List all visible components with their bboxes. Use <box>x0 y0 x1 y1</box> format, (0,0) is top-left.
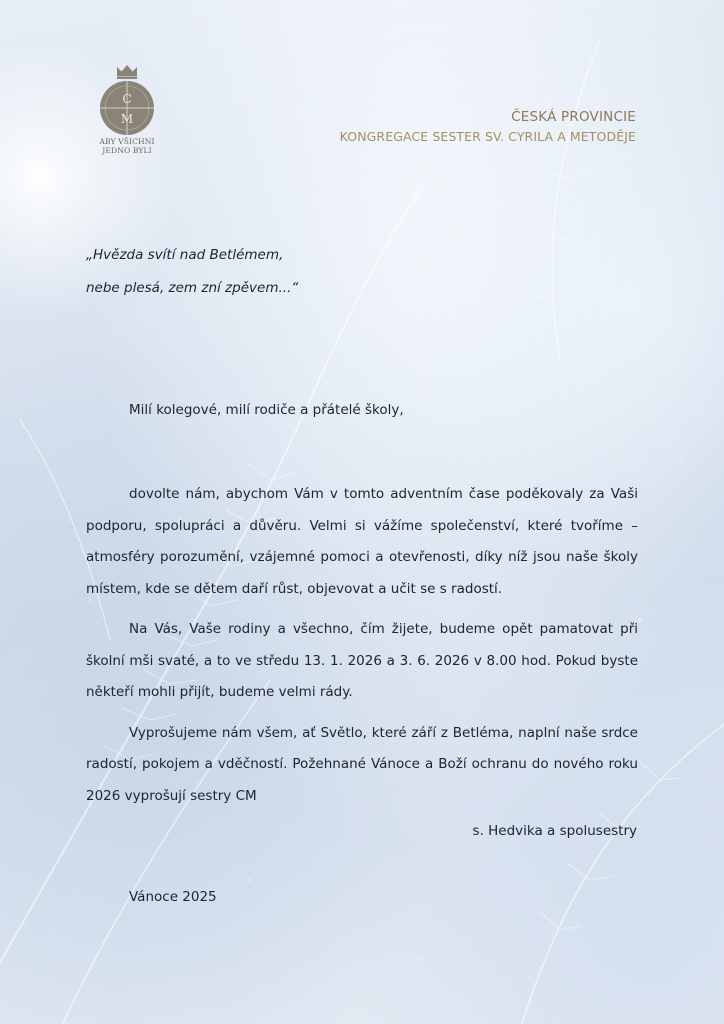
monogram-letter-c: C <box>122 92 132 106</box>
paragraph-thanks: dovolte nám, abychom Vám v tomto adventním čase poděkovaly za Vaši podporu, spolupráci a důvěru. Velmi si vážíme společenství, které tvoříme – atmosféry porozumění, vzájemné pomoci a otevřenosti, díky níž jsou naše školy místem, kde se dětem daří růst, objevovat a učit se s radostí. <box>86 486 638 597</box>
paragraph-blessing: Vyprošujeme nám všem, ať Světlo, které září z Betléma, naplní naše srdce radostí, pokojem a vděčností. Požehnané Vánoce a Boží ochranu do nového roku 2026 vyprošují sestry CM <box>86 724 638 804</box>
signature: s. Hedvika a spolusestry <box>472 823 637 839</box>
quote-line-2: nebe plesá, zem zní zpěvem...“ <box>86 280 299 296</box>
opening-quote <box>86 239 298 305</box>
letter-body <box>86 479 638 812</box>
letter-date: Vánoce 2025 <box>129 889 217 905</box>
cm-monogram-crown-icon <box>96 62 158 138</box>
monogram-letter-m: M <box>120 112 134 126</box>
paragraph-mass: Na Vás, Vaše rodiny a všechno, čím žijete, budeme opět pamatovat při školní mši svaté, a to ve středu 13. 1. 2026 a 3. 6. 2026 v 8.00 hod. Pokud byste někteří mohli přijít, budeme velmi rády. <box>86 621 638 700</box>
congregation-name: KONGREGACE SESTER SV. CYRILA A METODĚJE <box>339 129 636 144</box>
logo <box>96 62 158 172</box>
province-name: ČESKÁ PROVINCIE <box>511 109 636 125</box>
salutation: Milí kolegové, milí rodiče a přátelé školy, <box>129 402 404 418</box>
organization-header <box>340 107 636 147</box>
motto-line-1: ABY VŠICHNI <box>99 137 155 146</box>
logo-motto <box>92 137 162 155</box>
motto-line-2: JEDNO BYLI <box>102 146 152 155</box>
quote-line-1: „Hvězda svítí nad Betlémem, <box>86 247 284 263</box>
